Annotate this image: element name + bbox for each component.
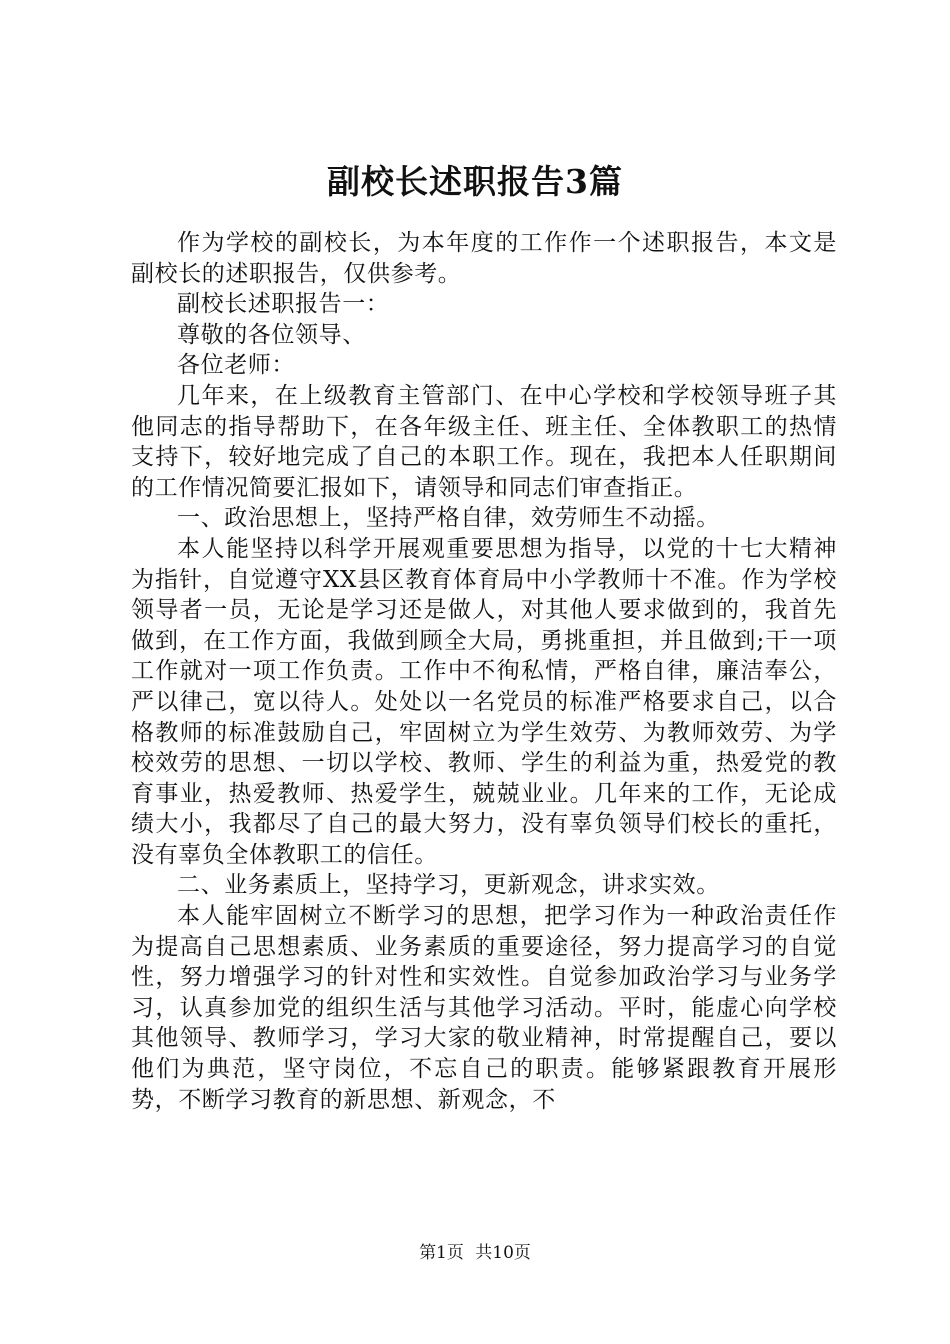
section-heading-political: 一、政治思想上，坚持严格自律，效劳师生不动摇。 <box>177 505 720 532</box>
document-title: 副校长述职报告3篇 <box>327 162 623 201</box>
paragraph-salutation-leaders: 尊敬的各位领导、 <box>177 321 366 348</box>
page-footer <box>0 1242 950 1264</box>
document-body <box>131 228 837 1115</box>
page-number: 第1页 <box>419 1243 464 1263</box>
paragraph-political: 本人能坚持以科学开展观重要思想为指导，以党的十七大精神为指针，自觉遵守XX县区教育体育局中小学教师十不准。作为学校领导者一员，无论是学习还是做人，对其他人要求做到的，我首先做到，在工作方面，我做到顾全大局，勇挑重担，并且做到;干一项工作就对一项工作负责。工作中不徇私情，严格自律，廉洁奉公，严以律己，宽以待人。处处以一名党员的标准严格要求自己，以合格教师的标准鼓励自己，牢固树立为学生效劳、为教师效劳、为学校效劳的思想、一切以学校、教师、学生的利益为重，热爱党的教育事业，热爱教师、热爱学生，兢兢业业。几年来的工作，无论成绩大小，我都尽了自己的最大努力，没有辜负领导们校长的重托，没有辜负全体教职工的信任。 <box>131 535 837 868</box>
paragraph-professional: 本人能牢固树立不断学习的思想，把学习作为一种政治责任作为提高自己思想素质、业务素质的重要途径，努力提高学习的自觉性，努力增强学习的针对性和实效性。自觉参加政治学习与业务学习，认真参加党的组织生活与其他学习活动。平时，能虚心向学校其他领导、教师学习，学习大家的敬业精神，时常提醒自己，要以他们为典范，坚守岗位，不忘自己的职责。能够紧跟教育开展形势，不断学习教育的新思想、新观念，不 <box>131 903 837 1113</box>
paragraph-overview: 几年来，在上级教育主管部门、在中心学校和学校领导班子其他同志的指导帮助下，在各年级主任、班主任、全体教职工的热情支持下，较好地完成了自己的本职工作。现在，我把本人任职期间的工作情况简要汇报如下，请领导和同志们审查指正。 <box>131 382 837 501</box>
paragraph-salutation-teachers: 各位老师： <box>177 352 295 379</box>
paragraph-intro: 作为学校的副校长，为本年度的工作作一个述职报告，本文是副校长的述职报告，仅供参考。 <box>131 230 837 287</box>
paragraph-report-heading: 副校长述职报告一： <box>177 291 390 318</box>
page-total: 共10页 <box>475 1243 531 1263</box>
section-heading-professional: 二、业务素质上，坚持学习，更新观念，讲求实效。 <box>177 872 720 899</box>
